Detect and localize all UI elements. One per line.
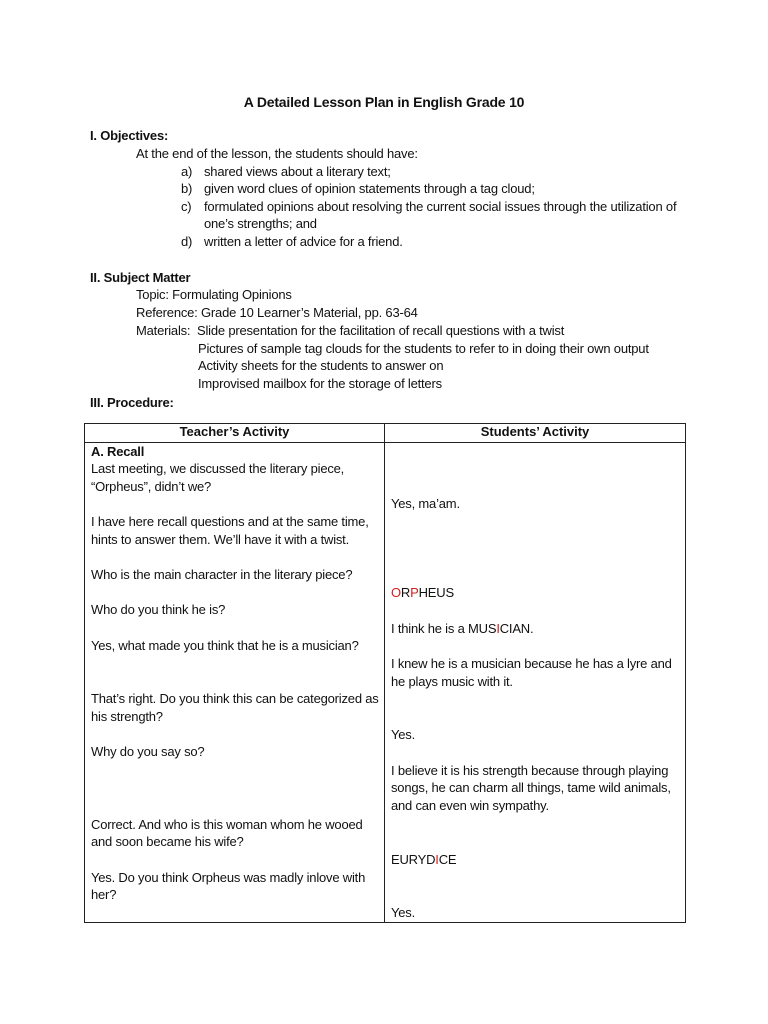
objective-marker: b) — [181, 181, 193, 196]
teacher-line: Who do you think he is? — [91, 602, 226, 617]
objectives-intro: At the end of the lesson, the students should have: — [136, 146, 418, 161]
material-item: Activity sheets for the students to answer on — [198, 358, 444, 373]
students-activity-cell — [385, 443, 686, 923]
teacher-line: Correct. And who is this woman whom he wooed — [91, 817, 363, 832]
procedure-heading: III. Procedure: — [90, 395, 174, 410]
teacher-line: her? — [91, 887, 117, 902]
procedure-table — [84, 423, 686, 923]
teacher-line: hints to answer them. We’ll have it with a twist. — [91, 532, 350, 547]
objective-text: formulated opinions about resolving the current social issues through the utilization of — [204, 199, 677, 214]
teacher-activity-header: Teacher’s Activity — [85, 424, 385, 443]
teacher-line: Last meeting, we discussed the literary piece, — [91, 461, 345, 476]
objective-marker: d) — [181, 234, 193, 249]
answer-part: I think he is a MUS — [391, 621, 497, 636]
highlight-letter: P — [410, 585, 419, 600]
objective-marker: c) — [181, 199, 192, 214]
teacher-line: Why do you say so? — [91, 744, 205, 759]
topic-line: Topic: Formulating Opinions — [136, 287, 292, 302]
student-line: Yes. — [391, 905, 416, 920]
teacher-activity-cell — [85, 443, 385, 923]
material-item: Slide presentation for the facilitation of recall questions with a twist — [197, 323, 565, 338]
answer-part: R — [400, 585, 411, 600]
answer-part: EURYD — [391, 852, 436, 867]
objective-marker: a) — [181, 164, 193, 179]
highlight-letter: I — [496, 621, 500, 636]
teacher-line: Yes, what made you think that he is a musician? — [91, 638, 359, 653]
objective-text: shared views about a literary text; — [204, 164, 391, 179]
student-line: and can even win sympathy. — [391, 798, 549, 813]
material-item: Improvised mailbox for the storage of letters — [198, 376, 442, 391]
teacher-line: I have here recall questions and at the same time, — [91, 514, 369, 529]
student-answer-eurydice — [391, 852, 456, 867]
student-line: he plays music with it. — [391, 674, 513, 689]
materials-label: Materials: — [136, 323, 191, 338]
answer-part: HEUS — [418, 585, 454, 600]
student-line: songs, he can charm all things, tame wild animals, — [391, 780, 671, 795]
student-line: I knew he is a musician because he has a lyre and — [391, 656, 672, 671]
objective-text: given word clues of opinion statements through a tag cloud; — [204, 181, 535, 196]
answer-part: CIAN. — [499, 621, 534, 636]
highlight-letter: I — [435, 852, 439, 867]
objective-text: one’s strengths; and — [204, 216, 317, 231]
teacher-line: “Orpheus”, didn’t we? — [91, 479, 212, 494]
teacher-line: Who is the main character in the literary piece? — [91, 567, 353, 582]
subject-matter-heading: II. Subject Matter — [90, 270, 191, 285]
teacher-line: That’s right. Do you think this can be categorized as — [91, 691, 379, 706]
teacher-line: Yes. Do you think Orpheus was madly inlove with — [91, 870, 366, 885]
student-line: Yes. — [391, 727, 416, 742]
highlight-letter: O — [391, 585, 401, 600]
student-answer-orpheus — [391, 585, 454, 600]
answer-part: CE — [438, 852, 457, 867]
teacher-line: his strength? — [91, 709, 163, 724]
students-activity-header: Students’ Activity — [385, 424, 686, 443]
student-answer-musician — [391, 621, 533, 636]
teacher-line: and soon became his wife? — [91, 834, 244, 849]
document-title: A Detailed Lesson Plan in English Grade 10 — [243, 94, 525, 110]
material-item: Pictures of sample tag clouds for the students to refer to in doing their own output — [198, 341, 649, 356]
objectives-heading: I. Objectives: — [90, 128, 169, 143]
objective-text: written a letter of advice for a friend. — [204, 234, 403, 249]
student-line: I believe it is his strength because through playing — [391, 763, 669, 778]
recall-section-label: A. Recall — [91, 444, 145, 459]
reference-line: Reference: Grade 10 Learner’s Material, pp. 63-64 — [136, 305, 418, 320]
student-line: Yes, ma’am. — [391, 496, 460, 511]
